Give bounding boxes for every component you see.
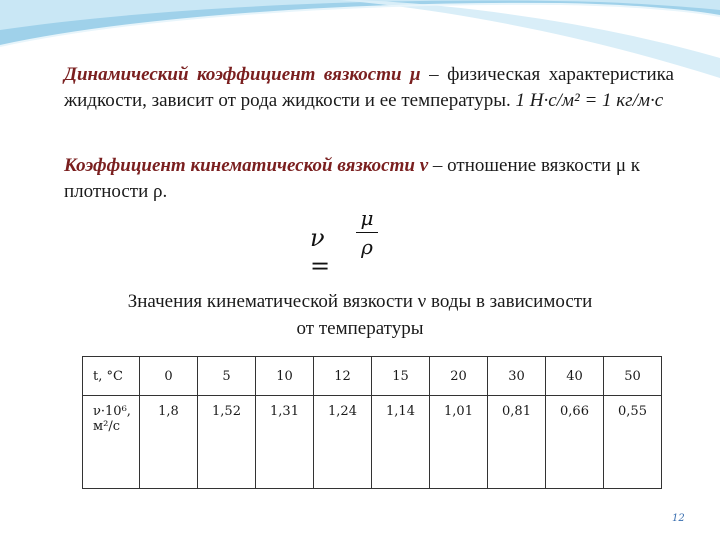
viscosity-header-symbol: ν·10⁶, [93, 404, 131, 419]
table-caption [40, 288, 680, 342]
fraction-bar [356, 232, 378, 233]
formula-numerator: μ [360, 206, 374, 230]
caption-line-1: Значения кинематической вязкости ν воды в зависимости [127, 291, 593, 312]
formula-fraction [356, 206, 378, 259]
dynamic-viscosity-text: – физическая характеристика жидкости, зависит от рода жидкости и ее температуры. [64, 64, 674, 111]
temperature-row [83, 357, 662, 396]
temperature-cell: 5 [198, 357, 256, 396]
viscosity-cell: 1,31 [256, 396, 314, 489]
temperature-cell: 50 [604, 357, 662, 396]
viscosity-row [83, 396, 662, 489]
viscosity-units: 1 Н·с/м² = 1 кг/м·с [515, 90, 664, 111]
temperature-cell: 15 [372, 357, 430, 396]
viscosity-header [83, 396, 140, 489]
temperature-cell: 30 [488, 357, 546, 396]
viscosity-header-units: м²/с [93, 419, 120, 434]
viscosity-cell: 1,14 [372, 396, 430, 489]
kinematic-viscosity-text: – отношение вязкости μ к плотности ρ. [64, 155, 640, 202]
viscosity-cell: 1,24 [314, 396, 372, 489]
temperature-cell: 20 [430, 357, 488, 396]
viscosity-cell: 1,8 [140, 396, 198, 489]
kinematic-viscosity-term: Коэффициент кинематической вязкости ν [64, 155, 429, 176]
viscosity-table [82, 356, 662, 489]
dynamic-viscosity-term: Динамический коэффициент вязкости μ [64, 64, 421, 85]
viscosity-cell: 1,01 [430, 396, 488, 489]
viscosity-cell: 0,55 [604, 396, 662, 489]
viscosity-cell: 1,52 [198, 396, 256, 489]
temperature-header: t, °C [83, 357, 140, 396]
temperature-cell: 12 [314, 357, 372, 396]
temperature-cell: 10 [256, 357, 314, 396]
page-number: 12 [672, 513, 685, 524]
temperature-cell: 0 [140, 357, 198, 396]
formula-lhs: ν = [310, 224, 331, 280]
formula-denominator: ρ [361, 235, 373, 259]
kinematic-viscosity-paragraph [64, 153, 674, 205]
temperature-cell: 40 [546, 357, 604, 396]
caption-line-2: от температуры [296, 318, 424, 339]
viscosity-cell: 0,81 [488, 396, 546, 489]
viscosity-cell: 0,66 [546, 396, 604, 489]
dynamic-viscosity-paragraph [64, 62, 674, 114]
